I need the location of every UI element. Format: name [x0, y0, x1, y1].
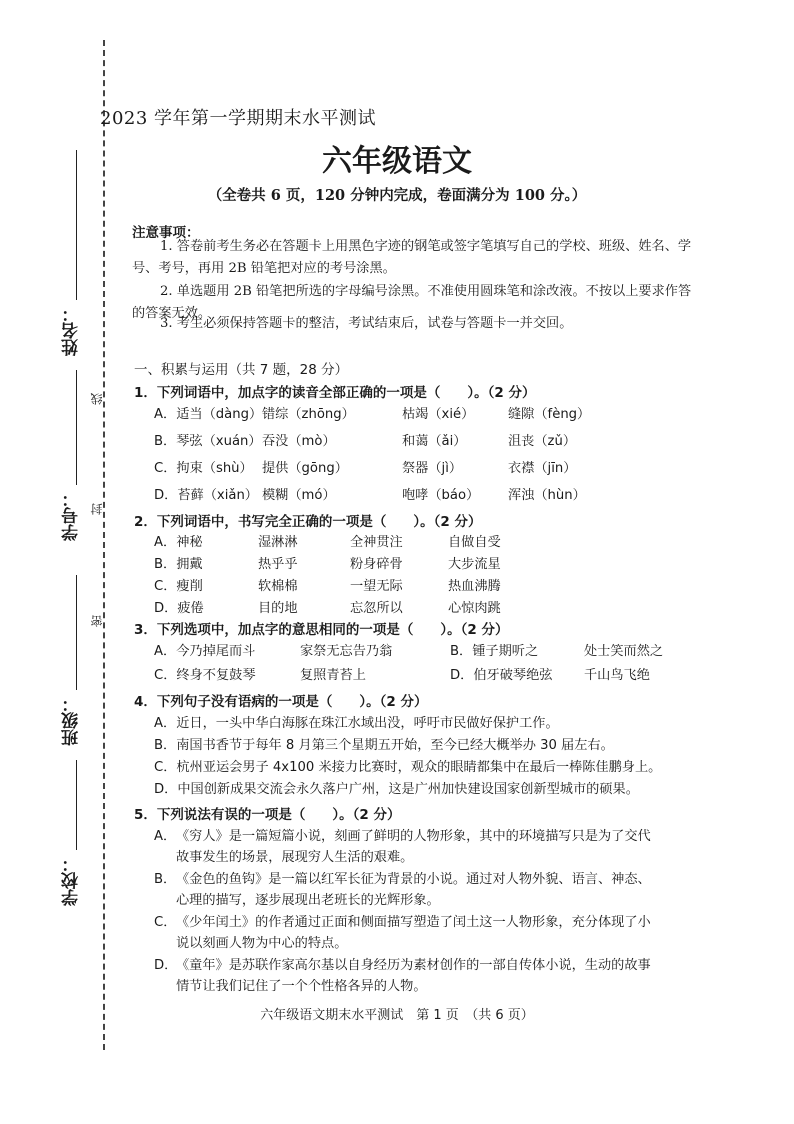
question-5-stem: 5．下列说法有误的一项是（ ）。（2 分）: [134, 807, 401, 823]
option-text: 心惊肉跳: [448, 601, 501, 616]
option-text: 咆哮（báo）: [402, 488, 480, 503]
number-underline: [76, 370, 77, 485]
option-text: B．拥戴: [154, 557, 203, 572]
option-text: 浑浊（hùn）: [508, 488, 586, 503]
option-text: A．适当（dàng）: [154, 407, 263, 422]
option-text: 吞没（mò）: [262, 434, 336, 449]
option-text: 自做自受: [448, 535, 501, 550]
option-text: 软棉棉: [258, 579, 298, 594]
option-text: B．琴弦（xuán）: [154, 434, 262, 449]
question-4-option-d: D．中国创新成果交流会永久落户广州，这是广州加快建设国家创新型城市的硕果。: [154, 782, 639, 797]
option-text: 和蔼（ǎi）: [402, 434, 467, 449]
question-4-option-a: A．近日，一头中华白海豚在珠江水域出没，呼吁市民做好保护工作。: [154, 716, 559, 731]
option-line: 《穷人》是一篇短篇小说，刻画了鲜明的人物形象，其中的环境描写只是为了交代: [176, 829, 651, 844]
option-text: C．拘束（shù）: [154, 461, 253, 476]
name-label: 姓名：: [62, 305, 82, 356]
question-5-option-c: [154, 912, 690, 954]
option-text: 湿淋淋: [258, 535, 298, 550]
seal-char-seal: 封: [90, 503, 104, 515]
school-underline: [76, 760, 77, 850]
option-text: D．苔藓（xiǎn）: [154, 488, 258, 503]
notice-heading: 注意事项：: [132, 225, 200, 241]
option-text: 复照青苔上: [300, 668, 366, 683]
question-4-stem: 4．下列句子没有语病的一项是（ ）。（2 分）: [134, 694, 428, 710]
question-5-option-a: [154, 826, 690, 868]
option-letter: C．: [154, 915, 177, 930]
question-3-stem: 3．下列选项中，加点字的意思相同的一项是（ ）。（2 分）: [134, 622, 509, 638]
option-text: 沮丧（zǔ）: [508, 434, 577, 449]
option-text: B．锺子期听之: [450, 644, 539, 659]
question-5-option-d: [154, 955, 690, 997]
option-text: 枯竭（xié）: [402, 407, 475, 422]
option-text: 提供（gōng）: [262, 461, 348, 476]
option-text: 全神贯注: [350, 535, 403, 550]
option-text: 处士笑而然之: [584, 644, 664, 659]
notice-item-3: 3. 考生必须保持答题卡的整洁，考试结束后，试卷与答题卡一并交回。: [160, 316, 573, 331]
option-text: 忘忽所以: [350, 601, 403, 616]
option-text: 衣襟（jīn）: [508, 461, 577, 476]
option-text: 家祭无忘告乃翁: [300, 644, 393, 659]
option-text: D．疲倦: [154, 601, 204, 616]
option-line: 《少年闰土》的作者通过正面和侧面描写塑造了闰土这一人物形象，充分体现了小: [176, 915, 651, 930]
question-4-option-c: C．杭州亚运会男子 4x100 米接力比赛时，观众的眼睛都集中在最后一棒陈佳鹏身上。: [154, 760, 662, 775]
option-letter: B．: [154, 872, 177, 887]
class-underline: [76, 575, 77, 690]
option-letter: D．: [154, 958, 178, 973]
question-5-option-b: [154, 869, 690, 911]
option-text: A．神秘: [154, 535, 203, 550]
option-text: 祭器（jì）: [402, 461, 463, 476]
option-text: C．终身不复鼓琴: [154, 668, 256, 683]
notice-item-1: 1. 答卷前考生务必在答题卡上用黑色字迹的钢笔或签字笔填写自己的学校、班级、姓名、学号、考号，再用 2B 铅笔把对应的考号涂黑。: [132, 239, 692, 276]
student-number-label: 学号：: [62, 490, 82, 541]
option-letter: A．: [154, 829, 177, 844]
seal-char-secret: 密: [90, 615, 104, 627]
option-text: 热血沸腾: [448, 579, 501, 594]
notice-item-2: 2. 单选题用 2B 铅笔把所选的字母编号涂黑。不准使用圆珠笔和涂改液。不按以上要求作答的答案无效。: [132, 284, 692, 321]
option-line: 说以刻画人物为中心的特点。: [176, 936, 348, 951]
page-footer: 六年级语文期末水平测试 第 1 页 （共 6 页）: [260, 1008, 534, 1023]
seal-char-line: 线: [90, 393, 104, 405]
option-line: 心理的描写，逐步展现出老班长的光辉形象。: [176, 893, 440, 908]
option-text: 目的地: [258, 601, 298, 616]
question-1-stem: 1．下列词语中，加点字的读音全部正确的一项是（ ）。（2 分）: [134, 385, 536, 401]
option-text: C．瘦削: [154, 579, 203, 594]
option-text: 缝隙（fèng）: [508, 407, 591, 422]
option-text: A．今乃掉尾而斗: [154, 644, 256, 659]
option-text: 粉身碎骨: [350, 557, 403, 572]
option-text: 错综（zhōng）: [262, 407, 355, 422]
option-text: 大步流星: [448, 557, 501, 572]
exam-title: 2023 学年第一学期期末水平测试: [100, 108, 377, 129]
class-label: 班级：: [62, 695, 82, 746]
option-line: 情节让我们记住了一个个性格各异的人物。: [176, 979, 427, 994]
section-heading: 一、积累与运用（共 7 题，28 分）: [134, 362, 349, 378]
question-2-stem: 2．下列词语中，书写完全正确的一项是（ ）。（2 分）: [134, 514, 482, 530]
option-text: 一望无际: [350, 579, 403, 594]
option-line: 故事发生的场景，展现穷人生活的艰难。: [176, 850, 414, 865]
option-text: 模糊（mó）: [262, 488, 336, 503]
option-text: 千山鸟飞绝: [584, 668, 650, 683]
school-label: 学校：: [62, 855, 82, 906]
exam-subject: 六年级语文: [322, 144, 472, 179]
option-text: D．伯牙破琴绝弦: [450, 668, 553, 683]
option-line: 《童年》是苏联作家高尔基以自身经历为素材创作的一部自传体小说，生动的故事: [176, 958, 651, 973]
option-text: 热乎乎: [258, 557, 298, 572]
option-line: 《金色的鱼钩》是一篇以红军长征为背景的小说。通过对人物外貌、语言、神态、: [176, 872, 651, 887]
question-4-option-b: B．南国书香节于每年 8 月第三个星期五开始，至今已经大概举办 30 届左右。: [154, 738, 614, 753]
exam-note: （全卷共 6 页，120 分钟内完成，卷面满分为 100 分。）: [207, 187, 587, 204]
